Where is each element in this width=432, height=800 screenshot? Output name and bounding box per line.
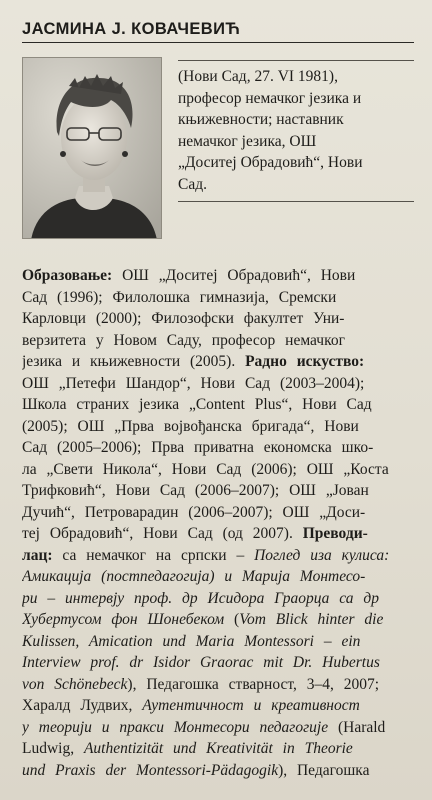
italic-title-run: von Schönebeck bbox=[22, 675, 128, 693]
biography-body bbox=[22, 265, 414, 781]
body-line bbox=[22, 373, 414, 395]
bio-line: књижевности; наставник bbox=[178, 111, 344, 128]
body-line bbox=[22, 717, 414, 739]
portrait-photo bbox=[23, 58, 162, 239]
italic-title-run: Амикација (постпедагогија) и Марија Монтесо- bbox=[22, 568, 366, 585]
text-run: ), Педагошка bbox=[278, 761, 370, 779]
body-line bbox=[22, 437, 414, 459]
body-line bbox=[22, 416, 414, 438]
text-run: верзитета у Новом Саду, професор немачког bbox=[22, 331, 345, 349]
italic-title-run: у теорији и пракси Монтесори педагогије bbox=[22, 718, 329, 736]
text-run: са немачког на српски – bbox=[52, 546, 255, 564]
text-run: Дучић“, Петроварадин (2006–2007); ОШ „Доси- bbox=[22, 503, 366, 521]
bold-heading-run: лац: bbox=[22, 546, 53, 564]
text-run: Школа страних језика „Content Plus“, Нови Сад bbox=[22, 396, 372, 413]
italic-title-run: ри – интервју проф. др Исидора Граорца са др bbox=[22, 589, 379, 607]
body-line bbox=[22, 588, 414, 610]
body-line bbox=[22, 480, 414, 502]
bio-line: „Доситеј Обрадовић“, Нови bbox=[178, 154, 363, 171]
bio-block bbox=[22, 57, 414, 247]
text-run: Ludwig, bbox=[22, 740, 84, 757]
italic-title-run: Vom Blick hinter die bbox=[239, 611, 384, 628]
body-line bbox=[22, 265, 414, 287]
bio-line: (Нови Сад, 27. VI 1981), bbox=[178, 68, 338, 85]
body-line bbox=[22, 308, 414, 330]
text-run: ОШ „Петефи Шандор“, Нови Сад (2003–2004); bbox=[22, 374, 365, 392]
bold-heading-run: Образовање: bbox=[22, 267, 113, 284]
body-line bbox=[22, 760, 414, 782]
body-line bbox=[22, 287, 414, 309]
body-line bbox=[22, 459, 414, 481]
bio-line: немачког језика, ОШ bbox=[178, 132, 317, 150]
text-run: Харалд Лудвих, bbox=[22, 697, 143, 714]
body-line bbox=[22, 502, 414, 524]
text-run: ( bbox=[224, 611, 240, 628]
bio-bottom-rule bbox=[178, 201, 414, 202]
text-run: ), Педагошка стварност, 3–4, 2007; bbox=[127, 675, 380, 693]
body-line bbox=[22, 351, 414, 373]
italic-title-run: Поглед иза кулиса: bbox=[254, 546, 390, 564]
body-line bbox=[22, 695, 414, 717]
body-line bbox=[22, 738, 414, 760]
text-run: теј Обрадовић“, Нови Сад (од 2007). bbox=[22, 525, 303, 542]
bio-line: Сад. bbox=[178, 175, 207, 193]
name-divider bbox=[22, 42, 414, 43]
text-run: (Harald bbox=[328, 718, 386, 736]
text-run: Сад (1996); Филолошка гимназија, Сремски bbox=[22, 288, 337, 306]
italic-title-run: Kulissen, Amication und Maria Montessori – ein bbox=[22, 632, 361, 650]
body-line bbox=[22, 609, 414, 631]
body-line bbox=[22, 674, 414, 696]
italic-title-run: Аутентичност и креативност bbox=[142, 697, 360, 714]
text-run: Карловци (2000); Филозофски факултет Уни- bbox=[22, 310, 345, 327]
author-name: ЈАСМИНА Ј. КОВАЧЕВИЋ bbox=[22, 20, 241, 38]
text-run: (2005); ОШ „Прва војвођанска бригада“, Нови bbox=[22, 417, 359, 435]
text-run: Трифковић“, Нови Сад (2006–2007); ОШ „Јован bbox=[22, 482, 369, 499]
body-line bbox=[22, 631, 414, 653]
text-run: језика и књижевности (2005). bbox=[22, 353, 246, 370]
italic-title-run: Хубертусом фон Шонебеком bbox=[22, 611, 225, 628]
body-line bbox=[22, 652, 414, 674]
italic-title-run: und Praxis der Montessori-Pädagogik bbox=[22, 761, 279, 779]
bio-paragraph bbox=[178, 66, 414, 195]
italic-title-run: Interview prof. dr Isidor Graorac mit Dr. Hubertus bbox=[22, 654, 380, 671]
bold-heading-run: Преводи- bbox=[302, 525, 368, 542]
text-run: Сад (2005–2006); Прва приватна економска шко- bbox=[22, 439, 374, 456]
body-line bbox=[22, 545, 414, 567]
bio-top-rule bbox=[178, 60, 414, 61]
body-line bbox=[22, 330, 414, 352]
author-portrait bbox=[22, 57, 162, 239]
text-run: ла „Свети Никола“, Нови Сад (2006); ОШ „Коста bbox=[22, 460, 389, 478]
body-line bbox=[22, 394, 414, 416]
body-line bbox=[22, 523, 414, 545]
bio-line: професор немачког језика и bbox=[178, 89, 362, 107]
bold-heading-run: Радно искуство: bbox=[245, 353, 365, 370]
body-line bbox=[22, 566, 414, 588]
italic-title-run: Authentizität und Kreativität in Theorie bbox=[83, 740, 353, 757]
text-run: ОШ „Доситеј Обрадовић“, Нови bbox=[112, 267, 356, 284]
bio-summary bbox=[178, 57, 414, 202]
